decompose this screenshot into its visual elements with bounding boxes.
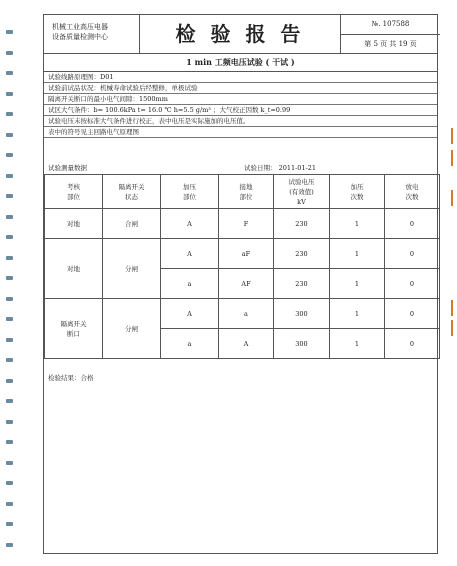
org-line-2: 设备质量检测中心	[52, 33, 108, 41]
test-result: 检验结果：合格	[48, 374, 94, 382]
binder-hole	[6, 481, 13, 485]
header-ground: 接地 部位	[219, 175, 274, 209]
info-line-2: 试验前试品状况：机械寿命试验后经整修，单极试验	[44, 83, 437, 94]
report-header	[44, 15, 437, 54]
cell-applies: 1	[330, 299, 385, 329]
binder-hole	[6, 420, 13, 424]
cell-ground: a	[219, 299, 274, 329]
cell-voltage: 300	[274, 329, 330, 359]
cell-voltage: 230	[274, 239, 330, 269]
header-discharges: 放电 次数	[385, 175, 440, 209]
cell-ground: F	[219, 209, 274, 239]
header-part: 考核 部位	[45, 175, 103, 209]
binder-hole	[6, 51, 13, 55]
cell-ground: AF	[219, 269, 274, 299]
header-apply: 加压 部位	[161, 175, 219, 209]
cell-discharges: 0	[385, 209, 440, 239]
cell-apply: a	[161, 329, 219, 359]
binder-hole	[6, 522, 13, 526]
binder-hole	[6, 133, 13, 137]
test-data-table	[44, 174, 440, 359]
test-subtitle: 1 min 工频电压试验 ( 干试 )	[44, 53, 437, 72]
edge-mark	[445, 320, 453, 336]
table-row	[45, 239, 440, 269]
edge-mark	[445, 128, 453, 144]
page-edge-marks	[437, 0, 457, 566]
cell-ground: aF	[219, 239, 274, 269]
edge-mark	[445, 150, 453, 166]
cell-apply: A	[161, 299, 219, 329]
binder-hole	[6, 399, 13, 403]
measurement-label: 试验测量数据	[48, 164, 87, 172]
binder-hole	[6, 358, 13, 362]
info-line-1: 试验线路原理图：D01	[44, 72, 437, 83]
organization	[44, 15, 140, 53]
binder-hole	[6, 461, 13, 465]
cell-state: 分闸	[103, 299, 161, 359]
binder-hole	[6, 276, 13, 280]
cell-apply: A	[161, 239, 219, 269]
measurement-header	[44, 163, 437, 174]
binder-hole	[6, 194, 13, 198]
binder-hole	[6, 235, 13, 239]
binder-hole	[6, 30, 13, 34]
info-line-3: 隔离开关断口的最小电气间隙：1500mm	[44, 94, 437, 105]
binder-holes	[0, 0, 22, 566]
table-row	[45, 299, 440, 329]
edge-mark	[445, 300, 453, 316]
report-meta	[340, 15, 440, 53]
binder-hole	[6, 256, 13, 260]
header-voltage: 试验电压 (有效值) kV	[274, 175, 330, 209]
binder-hole	[6, 71, 13, 75]
cell-voltage: 230	[274, 269, 330, 299]
header-state: 隔离开关 状态	[103, 175, 161, 209]
binder-hole	[6, 338, 13, 342]
test-date: 试验日期： 2011-01-21	[244, 164, 317, 172]
cell-voltage: 230	[274, 209, 330, 239]
cell-voltage: 300	[274, 299, 330, 329]
info-line-4: 试区大气条件：b= 100.6kPa t= 16.0 ℃ h=5.5 g/m³ ；大气校正因数 k_t=0.99	[44, 105, 437, 116]
binder-hole	[6, 502, 13, 506]
binder-hole	[6, 317, 13, 321]
cell-discharges: 0	[385, 269, 440, 299]
report-sheet	[43, 14, 438, 554]
cell-applies: 1	[330, 209, 385, 239]
cell-state: 分闸	[103, 239, 161, 299]
info-line-5: 试验电压未按标准大气条件进行校正，表中电压是实际施加的电压值。	[44, 116, 437, 127]
binder-hole	[6, 379, 13, 383]
cell-applies: 1	[330, 269, 385, 299]
cell-discharges: 0	[385, 239, 440, 269]
cell-apply: A	[161, 209, 219, 239]
page-info: 第 5 页 共 19 页	[364, 40, 417, 48]
binder-hole	[6, 112, 13, 116]
binder-hole	[6, 92, 13, 96]
org-line-1: 机械工业高压电器	[52, 23, 108, 31]
cell-ground: A	[219, 329, 274, 359]
cell-applies: 1	[330, 239, 385, 269]
cell-state: 合闸	[103, 209, 161, 239]
binder-hole	[6, 153, 13, 157]
binder-hole	[6, 297, 13, 301]
report-title: 检 验 报 告	[175, 22, 305, 46]
binder-hole	[6, 440, 13, 444]
cell-discharges: 0	[385, 329, 440, 359]
cell-part: 对地	[45, 239, 103, 299]
header-applies: 加压 次数	[330, 175, 385, 209]
table-header-row	[45, 175, 440, 209]
binder-hole	[6, 543, 13, 547]
edge-mark	[445, 190, 453, 206]
cell-apply: a	[161, 269, 219, 299]
cell-part: 隔离开关 断口	[45, 299, 103, 359]
info-line-6: 表中的符号见主回路电气原理图	[44, 127, 437, 138]
binder-hole	[6, 215, 13, 219]
table-row	[45, 209, 440, 239]
binder-hole	[6, 174, 13, 178]
report-number: №. 107588	[341, 15, 440, 35]
cell-part: 对地	[45, 209, 103, 239]
cell-applies: 1	[330, 329, 385, 359]
cell-discharges: 0	[385, 299, 440, 329]
